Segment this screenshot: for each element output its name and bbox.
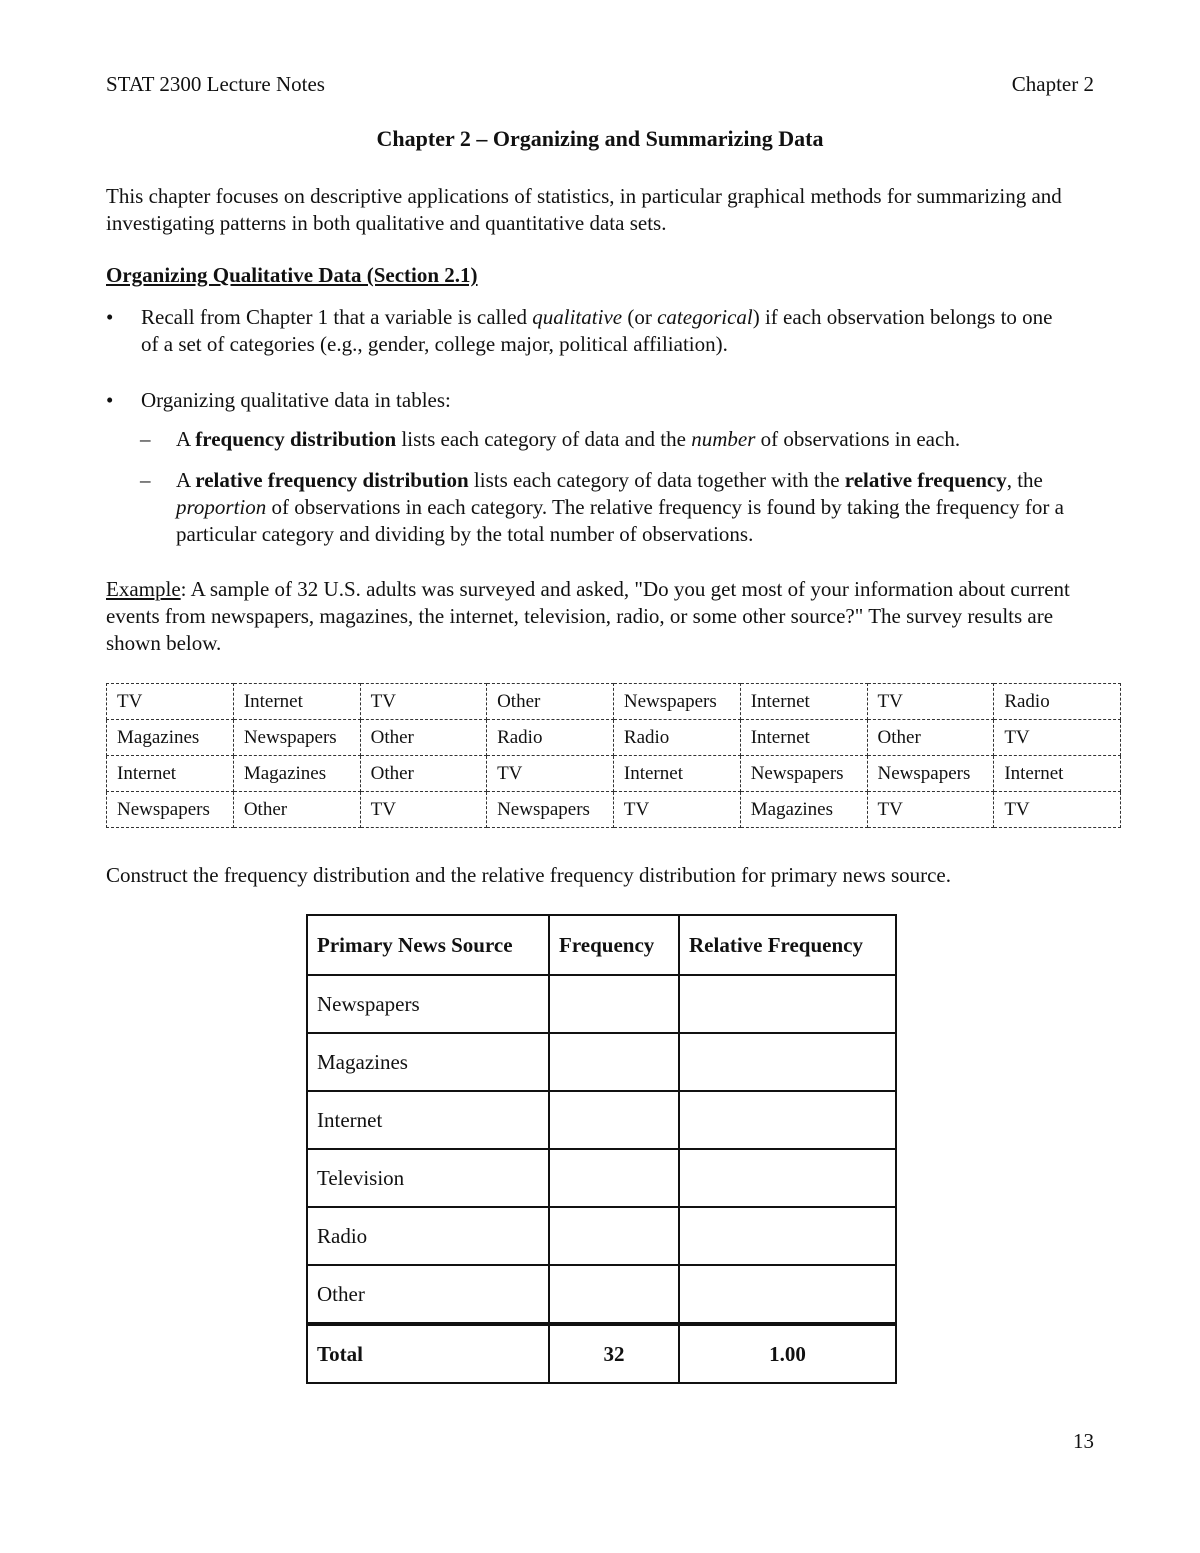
relative-frequency-blank-cell: [679, 1149, 896, 1207]
survey-cell: Newspapers: [613, 684, 740, 720]
survey-cell: TV: [613, 792, 740, 828]
relative-frequency-blank-cell: [679, 1265, 896, 1324]
frequency-blank-cell: [549, 1033, 679, 1091]
survey-cell: Radio: [994, 684, 1121, 720]
survey-cell: TV: [107, 684, 234, 720]
survey-cell: Internet: [107, 756, 234, 792]
survey-cell: Internet: [740, 720, 867, 756]
term-relative-frequency-distribution: relative frequency distribution: [195, 468, 469, 492]
survey-cell: Other: [867, 720, 994, 756]
text-run: , the: [1006, 468, 1043, 492]
relative-frequency-blank-cell: [679, 1091, 896, 1149]
survey-cell: TV: [867, 684, 994, 720]
term-categorical: categorical: [657, 305, 753, 329]
text-run: (or: [622, 305, 658, 329]
survey-cell: TV: [487, 756, 614, 792]
survey-cell: TV: [994, 720, 1121, 756]
frequency-distribution-table: [306, 914, 897, 1384]
table-row: [307, 1207, 896, 1265]
text-run: lists each category of data together with the: [468, 468, 845, 492]
survey-cell: Internet: [740, 684, 867, 720]
survey-cell: TV: [360, 792, 486, 828]
header-primary-news-source: Primary News Source: [307, 915, 549, 975]
dash-text: [176, 467, 1076, 548]
table-row: [107, 756, 1121, 792]
relative-frequency-blank-cell: [679, 975, 896, 1033]
table-header-row: [307, 915, 896, 975]
page-title: Chapter 2 – Organizing and Summarizing Data: [376, 126, 824, 151]
frequency-blank-cell: [549, 1265, 679, 1324]
example-text: : A sample of 32 U.S. adults was surveyed and asked, "Do you get most of your information about current events from newspapers, magazines, the internet, television, radio, or some other source?" The survey results are shown below.: [106, 577, 1070, 655]
table-row: [107, 720, 1121, 756]
dash-text: [176, 426, 1076, 453]
header-course: STAT 2300 Lecture Notes: [106, 72, 325, 96]
table-row: [307, 1091, 896, 1149]
relative-frequency-blank-cell: [679, 1033, 896, 1091]
survey-cell: Other: [360, 720, 486, 756]
survey-cell: TV: [994, 792, 1121, 828]
table-row-total: [307, 1324, 896, 1383]
relative-frequency-blank-cell: [679, 1207, 896, 1265]
category-label: Internet: [307, 1091, 549, 1149]
survey-cell: Radio: [613, 720, 740, 756]
total-frequency: 32: [549, 1324, 679, 1383]
example-label: Example: [106, 577, 181, 601]
text-run: A: [176, 468, 196, 492]
total-relative-frequency: 1.00: [679, 1324, 896, 1383]
text-run: of observations in each category. The relative frequency is found by taking the frequency for a particular category and dividing by the total number of observations.: [176, 495, 1064, 546]
survey-cell: Magazines: [233, 756, 360, 792]
survey-cell: TV: [867, 792, 994, 828]
example-paragraph: [106, 576, 1096, 657]
dash-marker: –: [140, 427, 151, 451]
header-relative-frequency: Relative Frequency: [679, 915, 896, 975]
bullet-text: Organizing qualitative data in tables:: [141, 388, 451, 412]
category-label: Magazines: [307, 1033, 549, 1091]
survey-cell: Internet: [233, 684, 360, 720]
frequency-blank-cell: [549, 1149, 679, 1207]
table-row: [107, 684, 1121, 720]
text-run: lists each category of data and the: [396, 427, 692, 451]
category-label: Newspapers: [307, 975, 549, 1033]
survey-cell: Internet: [613, 756, 740, 792]
header-chapter: Chapter 2: [1011, 72, 1094, 96]
survey-cell: Internet: [994, 756, 1121, 792]
survey-cell: Other: [233, 792, 360, 828]
text-run: A: [176, 427, 196, 451]
table-row: [307, 1149, 896, 1207]
survey-cell: Newspapers: [107, 792, 234, 828]
category-label: Television: [307, 1149, 549, 1207]
survey-cell: Radio: [487, 720, 614, 756]
survey-cell: Other: [487, 684, 614, 720]
page-number: 13: [1073, 1429, 1094, 1453]
intro-paragraph: This chapter focuses on descriptive applications of statistics, in particular graphical methods for summarizing and investigating patterns in both qualitative and quantitative data sets.: [106, 184, 1062, 235]
term-relative-frequency: relative frequency: [844, 468, 1007, 492]
survey-cell: Newspapers: [487, 792, 614, 828]
survey-results-table: [106, 683, 1121, 828]
table-row: [307, 975, 896, 1033]
category-label: Radio: [307, 1207, 549, 1265]
section-heading: Organizing Qualitative Data (Section 2.1): [106, 263, 478, 287]
frequency-blank-cell: [549, 1207, 679, 1265]
bullet-marker: •: [106, 388, 114, 412]
table-row: [307, 1033, 896, 1091]
construct-instruction: Construct the frequency distribution and the relative frequency distribution for primary news source.: [106, 863, 952, 887]
category-label: Other: [307, 1265, 549, 1324]
survey-cell: Newspapers: [233, 720, 360, 756]
term-proportion: proportion: [176, 495, 267, 519]
survey-cell: Newspapers: [740, 756, 867, 792]
term-frequency-distribution: frequency distribution: [195, 427, 397, 451]
survey-cell: Newspapers: [867, 756, 994, 792]
term-qualitative: qualitative: [532, 305, 623, 329]
header-frequency: Frequency: [549, 915, 679, 975]
total-label: Total: [307, 1324, 549, 1383]
text-run: ) if each observation belongs to one of a set of categories (e.g., gender, college major, political affiliation).: [141, 305, 1053, 356]
frequency-blank-cell: [549, 1091, 679, 1149]
dash-marker: –: [140, 468, 151, 492]
term-number: number: [691, 427, 756, 451]
text-run: of observations in each.: [755, 427, 961, 451]
survey-cell: TV: [360, 684, 486, 720]
frequency-blank-cell: [549, 975, 679, 1033]
text-run: Recall from Chapter 1 that a variable is called: [141, 305, 533, 329]
survey-cell: Other: [360, 756, 486, 792]
table-row: [107, 792, 1121, 828]
survey-cell: Magazines: [740, 792, 867, 828]
bullet-text: [141, 304, 1061, 358]
table-row: [307, 1265, 896, 1324]
survey-cell: Magazines: [107, 720, 234, 756]
bullet-marker: •: [106, 305, 114, 329]
